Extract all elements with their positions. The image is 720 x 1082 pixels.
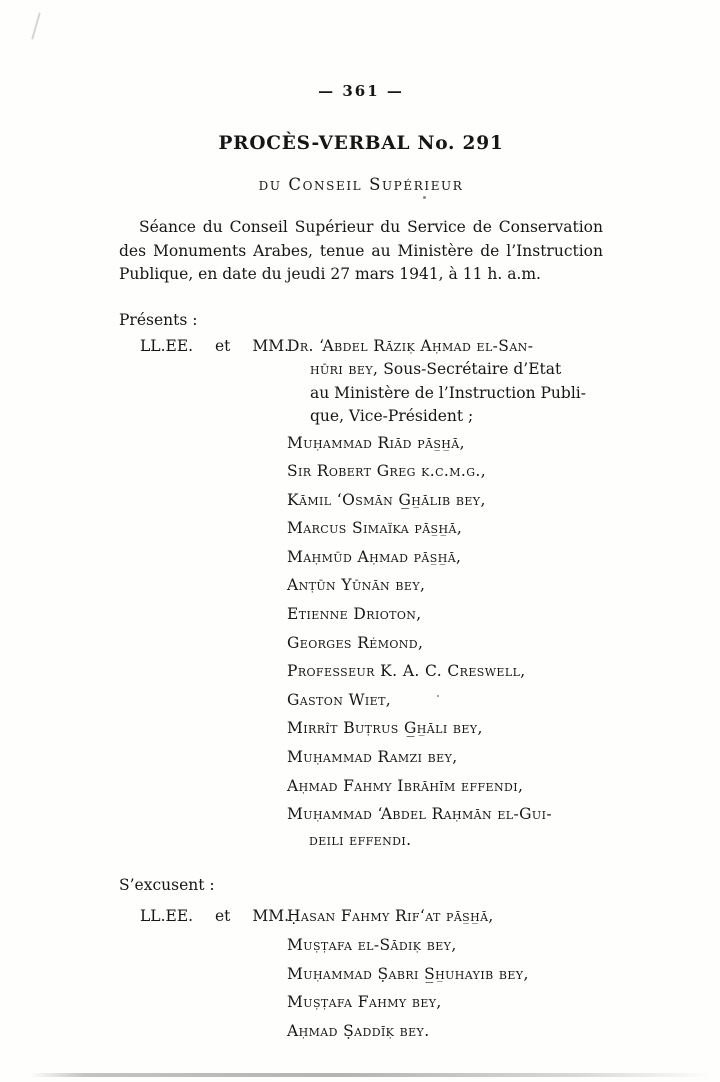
attendee-name	[287, 600, 603, 629]
presents-prefix: LL.EE. et MM.	[140, 336, 289, 355]
attendee-name	[287, 429, 603, 458]
page-subtitle: du Conseil Supérieur	[258, 175, 464, 194]
attendee-name-text: Sir Robert Greg k.c.m.g.,	[287, 462, 487, 481]
attendee-name-text: Aḥmad Ṣaddīḳ bey.	[287, 1021, 430, 1040]
attendee-name	[287, 988, 603, 1017]
attendee-name-text: Muḥammad Ṣabri S̲h̲uhayib bey,	[287, 964, 529, 983]
attendee-first-entry	[287, 335, 603, 429]
attendee-name	[287, 657, 603, 686]
attendee-name-text: Anṭūn Yūnān bey,	[287, 576, 426, 595]
attendee-name-text: Muḥammad Ramzi bey,	[287, 748, 458, 767]
attendee-name	[287, 629, 603, 658]
attendee-name-text: Georges Rémond,	[287, 633, 424, 652]
attendee-name-text: Dr. ‘Abdel Rāziḳ Aḥmad el-San-	[287, 336, 534, 355]
attendee-name-text: Aḥmad Fahmy Ibrāhīm effendi,	[287, 776, 524, 795]
excuses-name-list	[287, 902, 603, 1045]
intro-line: Publique, en date du jeudi 27 mars 1941, à 11 h. a.m.	[119, 265, 541, 283]
attendee-name-text: Muḥammad ‘Abdel Raḥmān el-Gui-	[287, 805, 552, 824]
attendee-name	[287, 960, 603, 989]
intro-line: des Monuments Arabes, tenue au Ministère de l’Instruction	[119, 241, 603, 260]
attendee-name	[287, 457, 603, 486]
attendee-name	[287, 714, 603, 743]
attendee-name-text: Mirrît Buṭrus G̲h̲āli bey,	[287, 719, 483, 738]
attendee-name	[287, 686, 603, 715]
excuses-label: S’excusent :	[119, 876, 215, 895]
intro-paragraph	[119, 216, 603, 287]
attendee-name-continuation: deili effendi.	[309, 830, 412, 849]
attendee-name-text: Muḥammad Riād pās̲h̲ā,	[287, 433, 465, 452]
attendee-name-text: Marcus Simaïka pās̲h̲ā,	[287, 519, 463, 538]
page-number: — 361 —	[318, 82, 404, 100]
presents-name-list	[287, 429, 603, 853]
attendee-name	[287, 1017, 603, 1046]
attendee-role-text: Sous-Secrétaire d’Etat	[378, 360, 562, 378]
scan-bottom-edge-artifact	[30, 1073, 712, 1077]
attendee-name	[287, 335, 603, 359]
attendee-name	[287, 800, 603, 852]
attendee-name	[287, 743, 603, 772]
attendee-name-text: Muṣṭafa el-Sādiḳ bey,	[287, 935, 457, 954]
attendee-name	[287, 902, 603, 931]
attendee-name	[287, 571, 603, 600]
attendee-name	[287, 931, 603, 960]
attendee-name-text: Kāmil ‘Osmān G̲h̲ālib bey,	[287, 490, 486, 509]
excuses-prefix: LL.EE. et MM.	[140, 907, 289, 926]
attendee-name	[287, 772, 603, 801]
presents-attendees	[119, 335, 603, 853]
page-content	[119, 0, 603, 1045]
attendee-name	[287, 543, 603, 572]
attendee-name-continuation	[287, 358, 603, 382]
attendee-name-text: Gaston Wiet,	[287, 690, 392, 709]
presents-name-column	[287, 335, 603, 853]
attendee-name-text: Maḥmūd Aḥmad pās̲h̲ā,	[287, 547, 462, 566]
attendee-name-text: Ḥasan Fahmy Rif‘at pās̲h̲ā,	[287, 907, 494, 926]
attendee-name-text: Muṣṭafa Fahmy bey,	[287, 993, 442, 1012]
intro-line: Séance du Conseil Supérieur du Service de Conservation	[139, 218, 603, 236]
presents-label: Présents :	[119, 310, 198, 329]
attendee-name-text: Etienne Drioton,	[287, 605, 422, 624]
attendee-name	[287, 514, 603, 543]
page-title: PROCÈS-VERBAL No. 291	[218, 133, 504, 154]
attendee-name-text: hūri bey,	[310, 360, 379, 378]
attendee-role-continuation: au Ministère de l’Instruction Publi-	[310, 383, 586, 402]
attendee-name-text: Professeur K. A. C. Creswell,	[287, 662, 526, 681]
attendee-role-continuation: que, Vice-Président ;	[310, 407, 474, 425]
excuses-attendees	[119, 902, 603, 1045]
attendee-name	[287, 486, 603, 515]
scan-scratch-artifact	[31, 12, 41, 39]
